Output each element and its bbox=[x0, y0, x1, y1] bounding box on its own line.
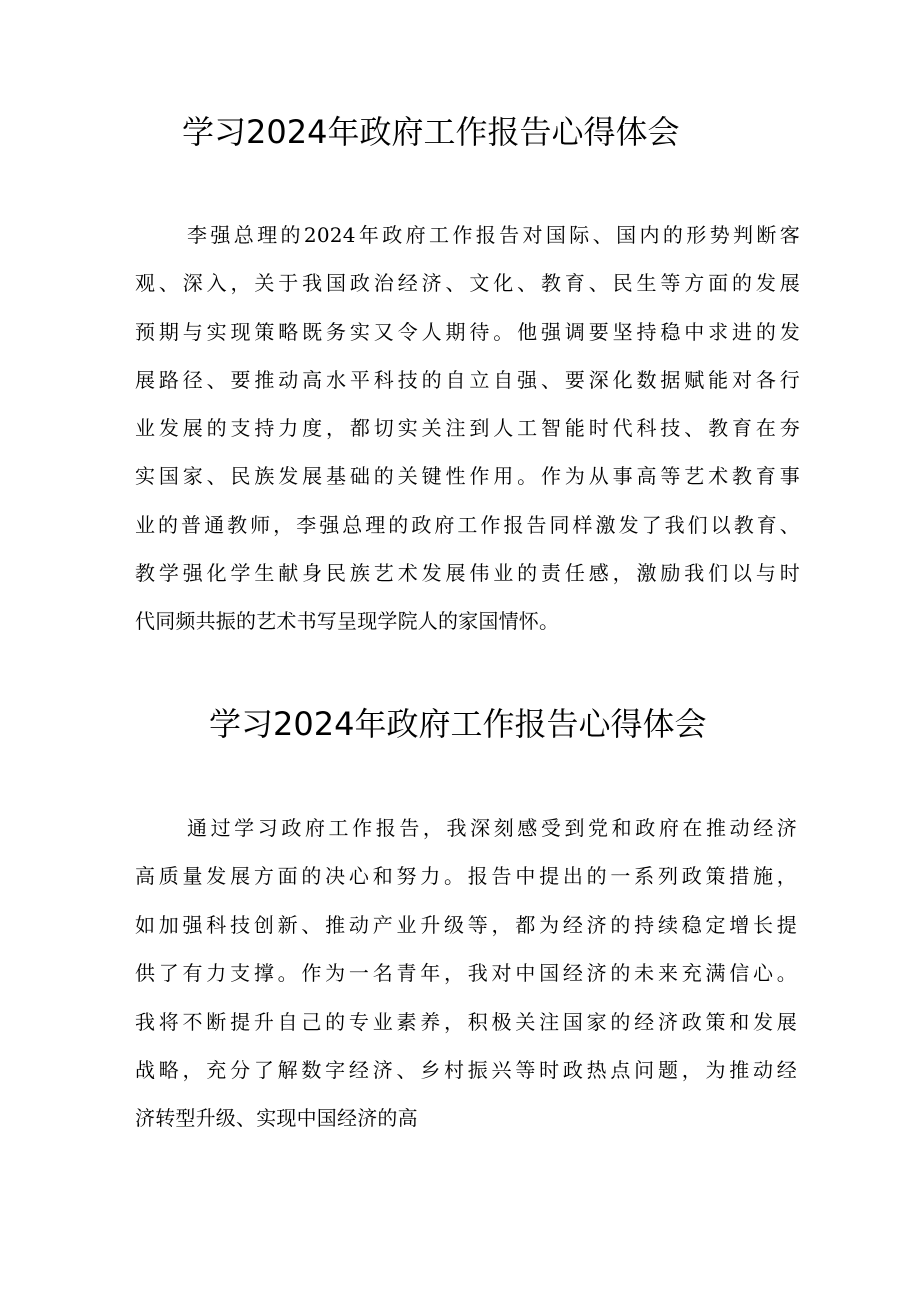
section-1-title: 学习2024年政府工作报告心得体会 bbox=[182, 113, 680, 151]
paragraph-line: 观、深入，关于我国政治经济、文化、教育、民生等方面的发展 bbox=[135, 271, 800, 296]
paragraph-line: 业发展的支持力度，都切实关注到人工智能时代科技、教育在夯 bbox=[135, 416, 800, 441]
paragraph-line: 高质量发展方面的决心和努力。报告中提出的一系列政策措施， bbox=[135, 864, 797, 889]
paragraph-line: 如加强科技创新、推动产业升级等，都为经济的持续稳定增长提 bbox=[135, 912, 797, 937]
section-2-paragraph bbox=[135, 804, 797, 1143]
paragraph-line: 预期与实现策略既务实又令人期待。他强调要坚持稳中求进的发 bbox=[135, 319, 800, 344]
paragraph-line: 业的普通教师，李强总理的政府工作报告同样激发了我们以教育、 bbox=[135, 512, 800, 537]
paragraph-line: 供了有力支撑。作为一名青年，我对中国经济的未来充满信心。 bbox=[135, 961, 797, 986]
paragraph-line: 我将不断提升自己的专业素养，积极关注国家的经济政策和发展 bbox=[135, 1009, 797, 1034]
paragraph-line: 李强总理的2024年政府工作报告对国际、国内的形势判断客 bbox=[187, 223, 800, 247]
paragraph-line: 实国家、民族发展基础的关键性作用。作为从事高等艺术教育事 bbox=[135, 464, 800, 489]
paragraph-line: 济转型升级、实现中国经济的高 bbox=[135, 1106, 418, 1131]
section-1-paragraph bbox=[135, 211, 800, 646]
section-2-title: 学习2024年政府工作报告心得体会 bbox=[209, 705, 707, 743]
paragraph-line: 战略，充分了解数字经济、乡村振兴等时政热点问题，为推动经 bbox=[135, 1058, 797, 1083]
paragraph-line: 展路径、要推动高水平科技的自立自强、要深化数据赋能对各行 bbox=[135, 367, 800, 392]
paragraph-line: 代同频共振的艺术书写呈现学院人的家国情怀。 bbox=[135, 609, 560, 634]
paragraph-line: 通过学习政府工作报告，我深刻感受到党和政府在推动经济 bbox=[187, 816, 797, 840]
paragraph-line: 教学强化学生献身民族艺术发展伟业的责任感，激励我们以与时 bbox=[135, 561, 800, 586]
